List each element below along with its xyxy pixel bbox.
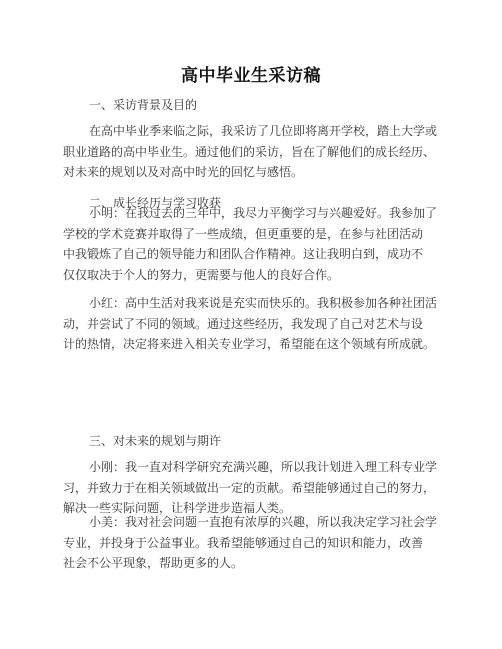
- paragraph-line: 专业，并投身于公益事业。我希望能够通过自己的知识和能力，改善: [63, 535, 424, 550]
- section-heading-future: 三、对未来的规划与期许: [89, 434, 222, 448]
- paragraph-line: 动，并尝试了不同的领域。通过这些经历，我发现了自己对艺术与设: [63, 316, 424, 331]
- paragraph-line: 中我锻炼了自己的领导能力和团队合作精神。这让我明白到，成功不: [63, 247, 424, 261]
- paragraph-line: 小刚：我一直对科学研究充满兴趣，所以我计划进入理工科专业学: [89, 460, 438, 474]
- paragraph-xiaogang: [63, 457, 443, 519]
- paragraph-line: 小明：在我过去的三年中，我尽力平衡学习与兴趣爱好。我参加了: [89, 206, 438, 220]
- paragraph-line: 对未来的规划以及对高中时光的回忆与感悟。: [63, 165, 304, 179]
- paragraph-line: 小红：高中生活对我来说是充实而快乐的。我积极参加各种社团活: [89, 296, 438, 310]
- paragraph-line: 学校的学术竞赛并取得了一些成绩，但更重要的是，在参与社团活动: [63, 226, 424, 241]
- paragraph-background: [63, 121, 443, 183]
- section-heading-growth: 二、成长经历与学习收获: [89, 196, 222, 210]
- paragraph-line: 社会不公平现象，帮助更多的人。: [63, 556, 244, 570]
- paragraph-xiaomei: [63, 512, 443, 574]
- paragraph-xiaohong: [63, 293, 443, 355]
- paragraph-line: 计的热情，决定将来进入相关专业学习，希望能在这个领域有所成就。: [63, 337, 436, 351]
- paragraph-line: 解决一些实际问题，让科学进步造福人类。: [63, 501, 292, 515]
- paragraph-line: 职业道路的高中毕业生。通过他们的采访，旨在了解他们的成长经历、: [63, 144, 436, 159]
- paragraph-line: 习，并致力于在相关领域做出一定的贡献。希望能够通过自己的努力，: [63, 480, 436, 495]
- section-heading-background: 一、采访背景及目的: [89, 98, 198, 112]
- paragraph-xiaoming: [63, 203, 443, 285]
- document-title: 高中毕业生采访稿: [181, 66, 321, 86]
- paragraph-line: 在高中毕业季来临之际，我采访了几位即将离开学校，踏上大学或: [89, 124, 438, 138]
- paragraph-line: 仅仅取决于个人的努力，更需要与他人的良好合作。: [63, 267, 340, 282]
- paragraph-line: 小美：我对社会问题一直抱有浓厚的兴趣，所以我决定学习社会学: [89, 515, 438, 529]
